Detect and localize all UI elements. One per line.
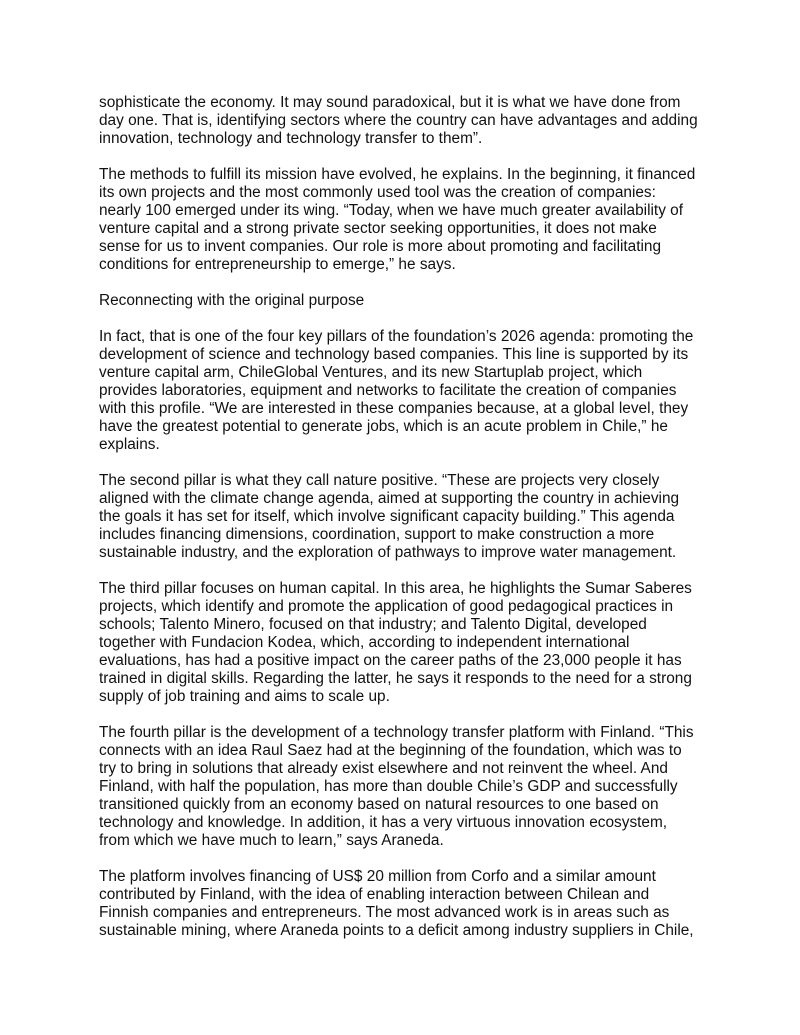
text-line: projects, which identify and promote the application of good pedagogical practices in [99,598,674,615]
text-line: from which we have much to learn,” says Araneda. [99,832,444,849]
text-line: sophisticate the economy. It may sound paradoxical, but it is what we have done from [99,94,681,111]
text-line: connects with an idea Raul Saez had at the beginning of the foundation, which was to [99,742,682,759]
text-line: conditions for entrepreneurship to emerge,” he says. [99,256,456,273]
text-line: try to bring in solutions that already exist elsewhere and not reinvent the wheel. And [99,760,668,777]
text-line: The fourth pillar is the development of a technology transfer platform with Finland. “This [99,724,694,741]
text-line: day one. That is, identifying sectors where the country can have advantages and adding [99,112,698,129]
paragraph [99,868,739,940]
paragraph [99,580,739,706]
text-line: nearly 100 emerged under its wing. “Today, when we have much greater availability of [99,202,684,219]
text-line: evaluations, has had a positive impact on the career paths of the 23,000 people it has [99,652,682,669]
text-line: sense for us to invent companies. Our role is more about promoting and facilitating [99,238,662,255]
text-line: The third pillar focuses on human capital. In this area, he highlights the Sumar Saberes [99,580,692,597]
text-line: sustainable mining, where Araneda points to a deficit among industry suppliers in Chile, [99,922,694,939]
text-line: explains. [99,436,160,453]
text-line: trained in digital skills. Regarding the latter, he says it responds to the need for a strong [99,670,692,687]
text-line: its own projects and the most commonly used tool was the creation of companies: [99,184,656,201]
paragraph [99,724,739,850]
paragraph [99,166,739,274]
section-heading [99,292,739,310]
document-page [99,94,739,958]
text-line: transitioned quickly from an economy based on natural resources to one based on [99,796,659,813]
text-line: In fact, that is one of the four key pillars of the foundation’s 2026 agenda: promoting the [99,328,694,345]
text-line: The methods to fulfill its mission have evolved, he explains. In the beginning, it financed [99,166,696,183]
paragraph [99,328,739,454]
text-line: The second pillar is what they call nature positive. “These are projects very closely [99,472,660,489]
text-line: Reconnecting with the original purpose [99,292,365,309]
text-line: have the greatest potential to generate jobs, which is an acute problem in Chile,” he [99,418,668,435]
text-line: with this profile. “We are interested in these companies because, at a global level, they [99,400,689,417]
text-line: development of science and technology based companies. This line is supported by its [99,346,689,363]
text-line: Finland, with half the population, has more than double Chile’s GDP and successfully [99,778,678,795]
text-line: innovation, technology and technology transfer to them”. [99,130,483,147]
text-line: the goals it has set for itself, which involve significant capacity building.” This agenda [99,508,675,525]
paragraph [99,472,739,562]
text-line: Finnish companies and entrepreneurs. The most advanced work is in areas such as [99,904,670,921]
text-line: sustainable industry, and the exploration of pathways to improve water management. [99,544,677,561]
text-line: supply of job training and aims to scale up. [99,688,390,705]
text-line: technology and knowledge. In addition, it has a very virtuous innovation ecosystem, [99,814,668,831]
paragraph [99,94,739,148]
text-line: venture capital and a strong private sector seeking opportunities, it does not make [99,220,657,237]
text-line: venture capital arm, ChileGlobal Ventures, and its new Startuplab project, which [99,364,643,381]
text-line: provides laboratories, equipment and networks to facilitate the creation of companies [99,382,677,399]
text-line: The platform involves financing of US$ 20 million from Corfo and a similar amount [99,868,656,885]
text-line: includes financing dimensions, coordination, support to make construction a more [99,526,655,543]
text-line: together with Fundacion Kodea, which, according to independent international [99,634,630,651]
text-line: contributed by Finland, with the idea of enabling interaction between Chilean and [99,886,650,903]
text-line: schools; Talento Minero, focused on that industry; and Talento Digital, developed [99,616,647,633]
text-line: aligned with the climate change agenda, aimed at supporting the country in achieving [99,490,680,507]
